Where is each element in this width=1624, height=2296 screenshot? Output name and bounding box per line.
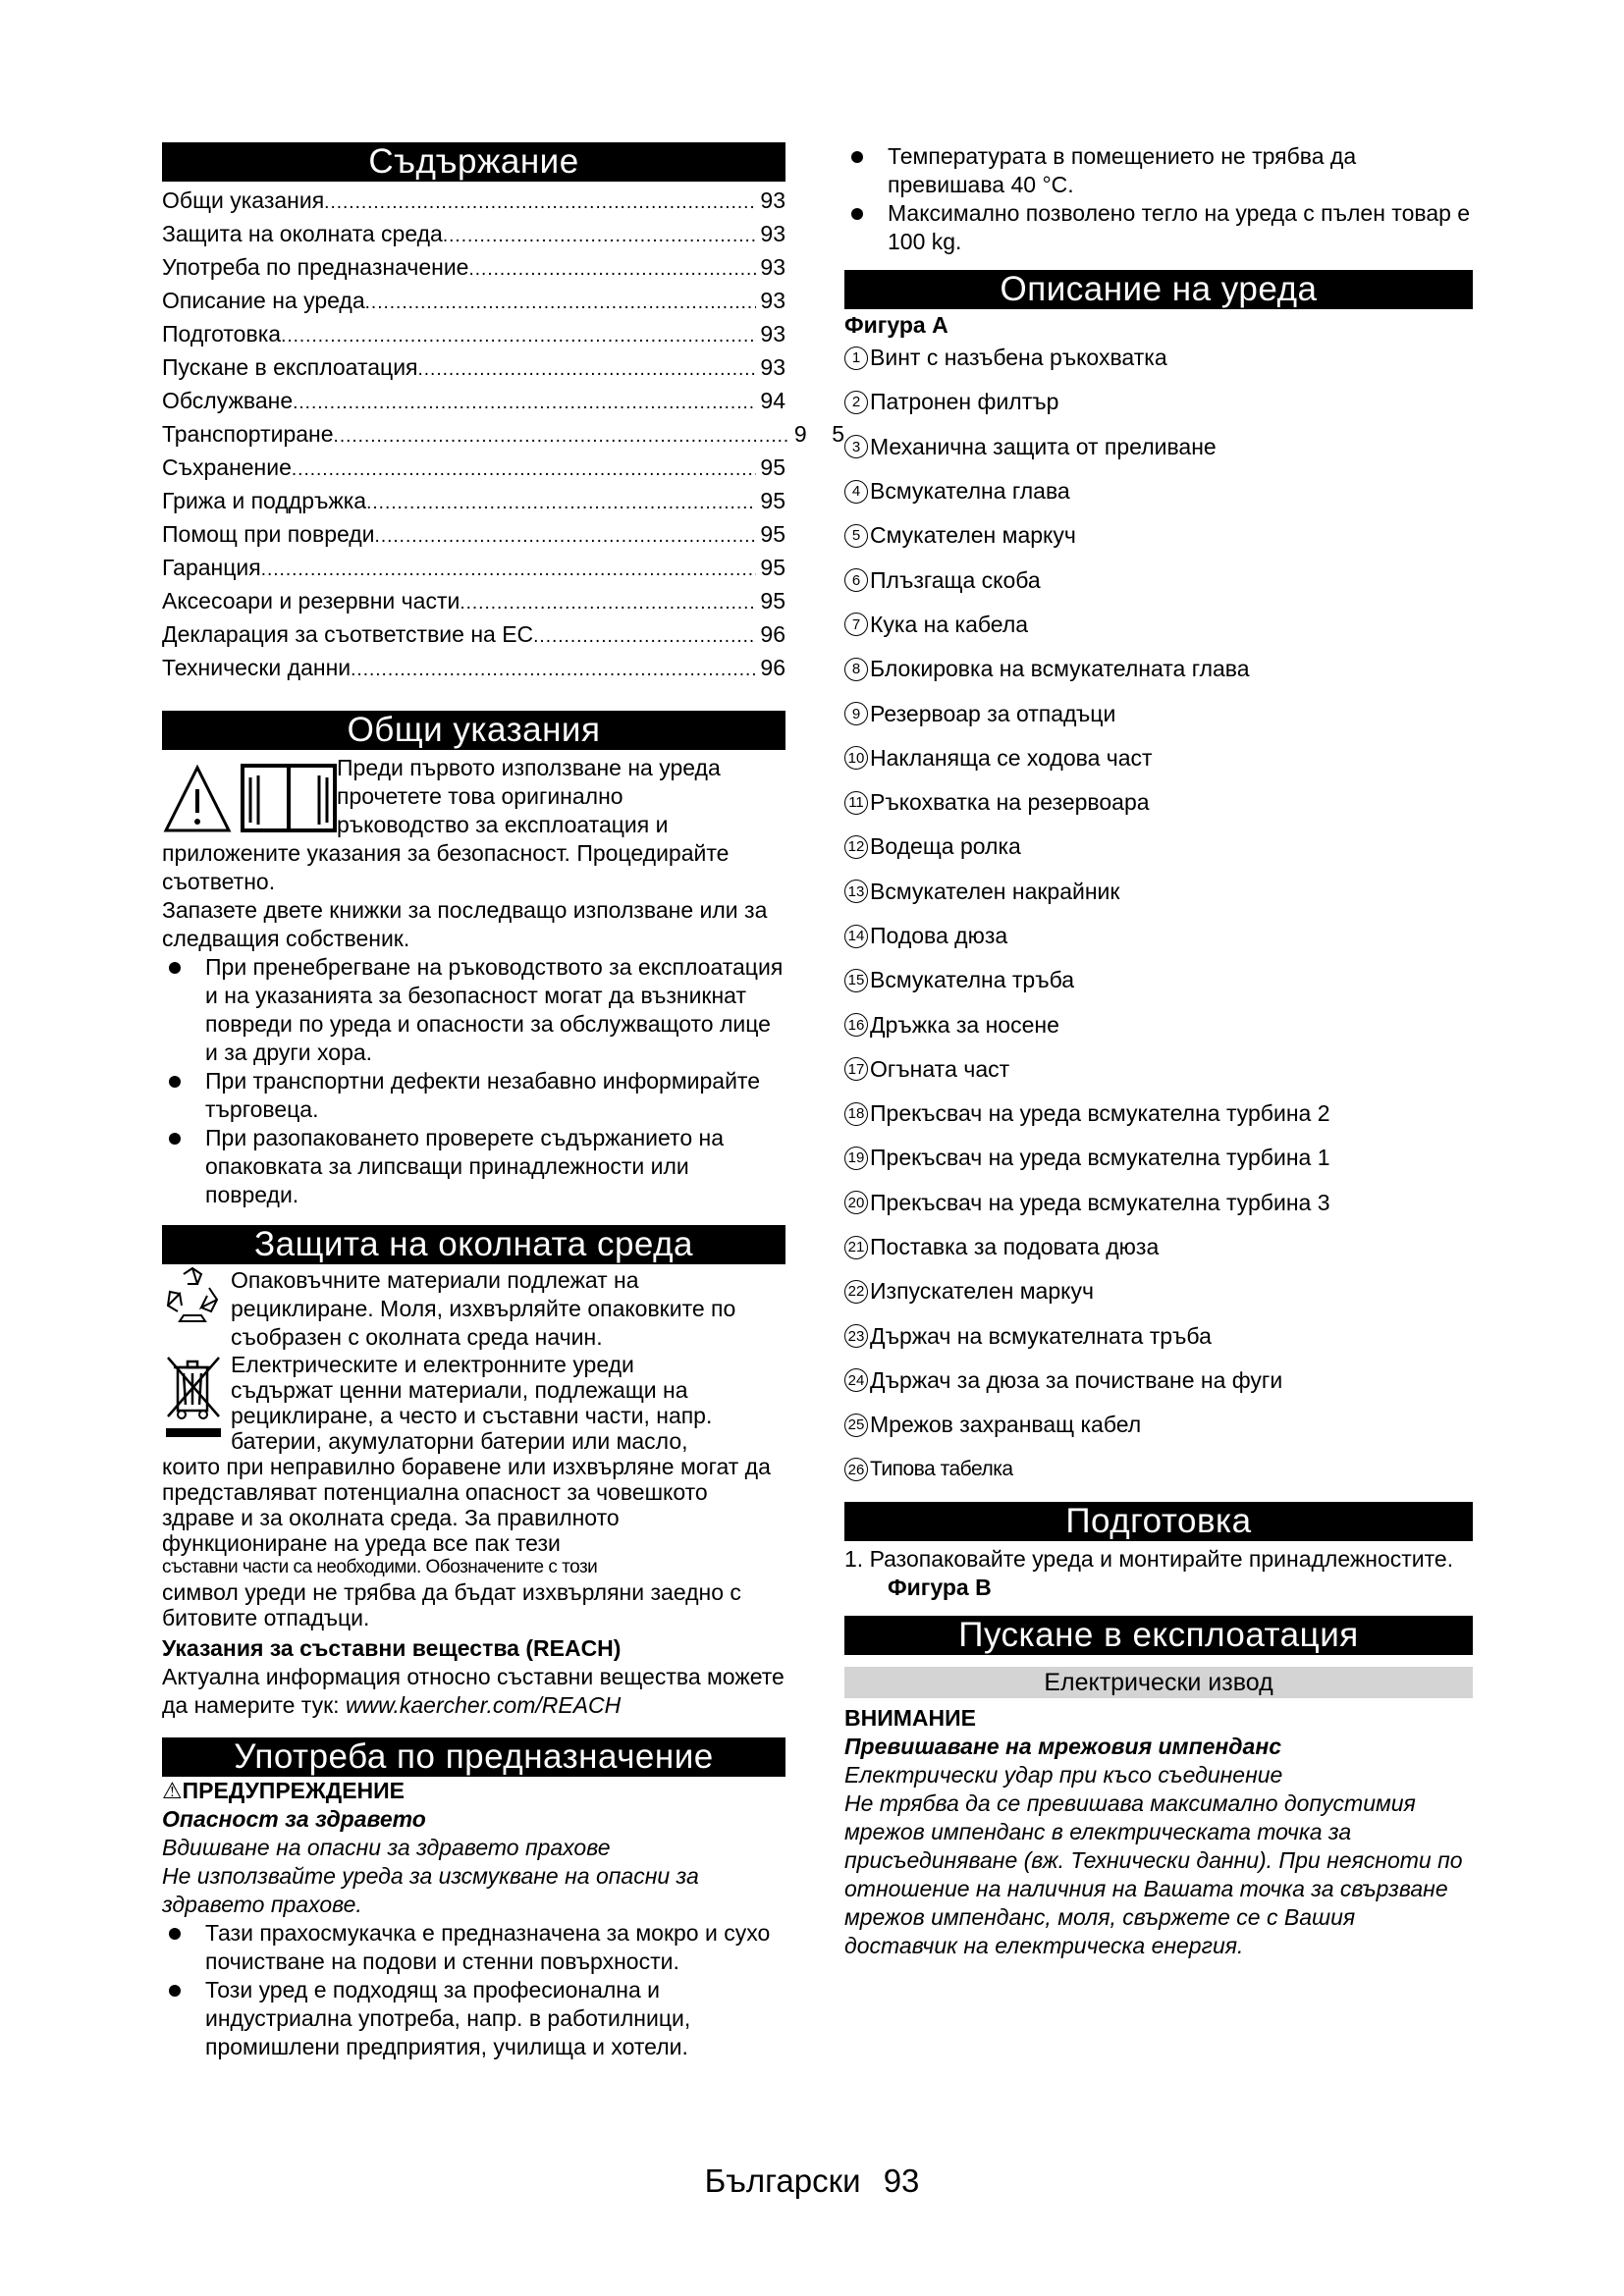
part-item: 10 Накланяща се ходова част xyxy=(844,736,1473,780)
part-list xyxy=(844,336,1473,1492)
part-item: 8 Блокировка на всмукателната глава xyxy=(844,647,1473,691)
list-item: Тази прахосмукачка е предназначена за мокро и сухо почистване на подови и стенни повърхности. xyxy=(162,1919,785,1976)
weee-line: батерии, акумулаторни батерии или масло, xyxy=(231,1428,688,1454)
part-number: 19 xyxy=(844,1147,868,1170)
part-item: 24 Държач за дюза за почистване на фуги xyxy=(844,1359,1473,1403)
list-item: При транспортни дефекти незабавно информирайте търговеца. xyxy=(162,1067,785,1124)
part-number: 5 xyxy=(844,524,868,548)
toc-row[interactable]: Употреба по предназначение ..... 93 xyxy=(162,250,785,284)
list-item: Този уред е подходящ за професионална и индустриална употреба, напр. в работилници, промишлени предприятия, училища и хотели. xyxy=(162,1976,785,2061)
weee-line: рециклиране, а често и съставни части, напр. xyxy=(231,1403,713,1428)
part-number: 11 xyxy=(844,791,868,815)
toc-list xyxy=(162,184,844,684)
toc-row[interactable]: Технически данни ..... 96 xyxy=(162,651,785,684)
part-number: 22 xyxy=(844,1280,868,1304)
part-number: 14 xyxy=(844,925,868,948)
notice-label: ВНИМАНИЕ xyxy=(844,1704,977,1731)
part-item: 11 Ръкохватка на резервоара xyxy=(844,780,1473,825)
manual-book-icon xyxy=(237,754,345,838)
part-number: 3 xyxy=(844,435,868,458)
part-item: 6 Плъзгаща скоба xyxy=(844,558,1473,602)
notice-text: Не трябва да се превишава максимално допустимия мрежов импенданс в електрическата точка за присъединяване (вж. Технически данни). При неясноти по отношение на наличния на Вашата точка за свързване мрежов импенданс, моля, свържете се с Вашия доставчик на електрическа енергия. xyxy=(844,1789,1463,1958)
warning-label: ⚠ПРЕДУПРЕЖДЕНИЕ xyxy=(162,1778,406,1803)
electrical-connection-subtitle: Електрически извод xyxy=(844,1667,1473,1698)
part-number: 24 xyxy=(844,1368,868,1392)
part-number: 7 xyxy=(844,613,868,636)
intro-line: прочетете това оригинално xyxy=(337,783,623,809)
toc-row[interactable]: Декларация за съответствие на ЕС ..... 96 xyxy=(162,617,785,651)
hazard-desc: Вдишване на опасни за здравето прахове xyxy=(162,1835,611,1860)
figure-b-label: Фигура B xyxy=(888,1574,992,1600)
part-number: 9 xyxy=(844,702,868,725)
part-number: 25 xyxy=(844,1414,868,1437)
startup-title: Пускане в експлоатация xyxy=(844,1616,1473,1655)
toc-row[interactable]: Аксесоари и резервни части ..... 95 xyxy=(162,584,785,617)
part-item: 25 Мрежов захранващ кабел xyxy=(844,1403,1473,1447)
part-item: 23 Държач на всмукателната тръба xyxy=(844,1314,1473,1359)
toc-row[interactable]: Защита на околната среда ..... 93 xyxy=(162,217,785,250)
part-item: 21 Поставка за подовата дюза xyxy=(844,1225,1473,1269)
notice-title: Превишаване на мрежовия импенданс xyxy=(844,1733,1281,1759)
toc-row[interactable]: Грижа и поддръжка ..... 95 xyxy=(162,484,785,517)
general-intro xyxy=(162,754,785,839)
part-item: 2 Патронен филтър xyxy=(844,380,1473,424)
preparation-step: 1. Разопаковайте уреда и монтирайте принадлежностите. xyxy=(844,1545,1454,1572)
part-number: 17 xyxy=(844,1057,868,1081)
weee-line: Електрическите и електронните уреди xyxy=(231,1352,634,1377)
toc-title: Съдържание xyxy=(162,142,785,182)
part-number: 15 xyxy=(844,969,868,992)
weee-end: символ уреди не трябва да бъдат изхвърляни заедно с битовите отпадъци. xyxy=(162,1579,741,1630)
part-item: 1 Винт с назъбена ръкохватка xyxy=(844,336,1473,380)
reach-link[interactable]: www.kaercher.com/REACH xyxy=(345,1692,622,1718)
general-title: Общи указания xyxy=(162,711,785,750)
hazard-action: Не използвайте уреда за изсмукване на опасни за здравето прахове. xyxy=(162,1863,699,1917)
footer-page-number: 93 xyxy=(883,2163,920,2199)
part-item: 22 Изпускателен маркуч xyxy=(844,1269,1473,1313)
part-number: 20 xyxy=(844,1191,868,1214)
part-number: 18 xyxy=(844,1102,868,1126)
part-number: 16 xyxy=(844,1013,868,1037)
keep-note: Запазете двете книжки за последващо използване или за следващия собственик. xyxy=(162,897,768,951)
reach-text: Актуална информация относно съставни вещества можете да намерите тук: www.kaercher.com/REACH xyxy=(162,1664,785,1718)
part-item: 4 Всмукателна глава xyxy=(844,469,1473,513)
part-number: 10 xyxy=(844,746,868,770)
part-item: 3 Механична защита от преливане xyxy=(844,425,1473,469)
list-item: Температурата в помещението не трябва да превишава 40 °C. xyxy=(844,142,1473,199)
recycle-block xyxy=(162,1266,785,1352)
weee-small: съставни части са необходими. Обозначените с този xyxy=(162,1557,598,1577)
part-item: 9 Резервоар за отпадъци xyxy=(844,691,1473,735)
toc-row[interactable]: Обслужване ..... 94 xyxy=(162,384,785,417)
intro-rest: приложените указания за безопасност. Процедирайте съответно. xyxy=(162,840,730,894)
part-item: 12 Водеща ролка xyxy=(844,825,1473,869)
description-title: Описание на уреда xyxy=(844,270,1473,309)
safety-icons xyxy=(162,754,337,838)
toc-row[interactable]: Помощ при повреди ..... 95 xyxy=(162,517,785,551)
intro-line: Преди първото използване на уреда xyxy=(337,755,721,780)
intro-line: ръководство за експлоатация и xyxy=(337,812,669,837)
list-item: При разопаковането проверете съдържанието на опаковката за липсващи принадлежности или повреди. xyxy=(162,1124,785,1209)
toc-row[interactable]: Подготовка ..... 93 xyxy=(162,317,785,350)
weee-block xyxy=(162,1352,785,1454)
toc-row[interactable]: Съхранение ..... 95 xyxy=(162,451,785,484)
part-number: 4 xyxy=(844,480,868,504)
right-column xyxy=(844,142,1473,1960)
toc-row[interactable]: Гаранция ..... 95 xyxy=(162,551,785,584)
part-number: 1 xyxy=(844,347,868,370)
weee-rest: които при неправилно боравене или изхвърляне могат да представляват потенциална опасност за човешкото здраве и за околната среда. За правилното функциониране на уреда все пак тези xyxy=(162,1454,771,1556)
part-number: 23 xyxy=(844,1324,868,1348)
part-item: 16 Дръжка за носене xyxy=(844,1002,1473,1046)
left-column xyxy=(162,142,844,2061)
part-item: 15 Всмукателна тръба xyxy=(844,958,1473,1002)
intended-use-title: Употреба по предназначение xyxy=(162,1737,785,1777)
figure-a-label: Фигура A xyxy=(844,312,948,338)
preparation-title: Подготовка xyxy=(844,1502,1473,1541)
part-item: 17 Огънатa част xyxy=(844,1047,1473,1092)
part-number: 2 xyxy=(844,391,868,414)
recycle-text: Опаковъчните материали подлежат на рециклиране. Моля, изхвърляйте опаковките по съобразен с околната среда начин. xyxy=(231,1267,736,1350)
part-item: 5 Смукателен маркуч xyxy=(844,513,1473,558)
list-item: Максимално позволено тегло на уреда с пълен товар е 100 kg. xyxy=(844,199,1473,256)
recycle-icon xyxy=(162,1266,223,1325)
notice-desc: Електрически удар при късо съединение xyxy=(844,1761,1283,1788)
hazard-title: Опасност за здравето xyxy=(162,1806,426,1832)
part-item: 20 Прекъсвач на уреда всмукателна турбина 3 xyxy=(844,1181,1473,1225)
part-number: 12 xyxy=(844,835,868,859)
toc-row[interactable]: Пускане в експлоатация ..... 93 xyxy=(162,350,785,384)
crossed-bin-icon xyxy=(162,1352,227,1440)
part-item: 19 Прекъсвач на уреда всмукателна турбина 1 xyxy=(844,1136,1473,1180)
page-footer xyxy=(0,2163,1624,2200)
part-item: 14 Подова дюза xyxy=(844,914,1473,958)
part-item: 26 Типова табелка xyxy=(844,1447,1473,1491)
part-number: 6 xyxy=(844,568,868,592)
weee-line: съдържат ценни материали, подлежащи на xyxy=(231,1377,688,1403)
toc-row[interactable]: Описание на уреда ..... 93 xyxy=(162,284,785,317)
part-number: 13 xyxy=(844,880,868,903)
toc-row[interactable]: Транспортиране ..... 9 5 xyxy=(162,417,785,451)
footer-language: Български xyxy=(704,2163,861,2199)
part-number: 26 xyxy=(844,1458,868,1481)
environment-title: Защита на околната среда xyxy=(162,1225,785,1264)
part-item: 18 Прекъсвач на уреда всмукателна турбина 2 xyxy=(844,1092,1473,1136)
part-item: 13 Всмукателен накрайник xyxy=(844,870,1473,914)
toc-row[interactable]: Общи указания ..... 93 xyxy=(162,184,785,217)
list-item: При пренебрегване на ръководството за експлоатация и на указанията за безопасност могат да възникнат повреди по уреда и опасности за обслужващото лице и за други хора. xyxy=(162,953,785,1067)
part-item: 7 Кука на кабела xyxy=(844,603,1473,647)
part-number: 21 xyxy=(844,1236,868,1259)
reach-title: Указания за съставни вещества (REACH) xyxy=(162,1635,622,1661)
part-number: 8 xyxy=(844,658,868,681)
